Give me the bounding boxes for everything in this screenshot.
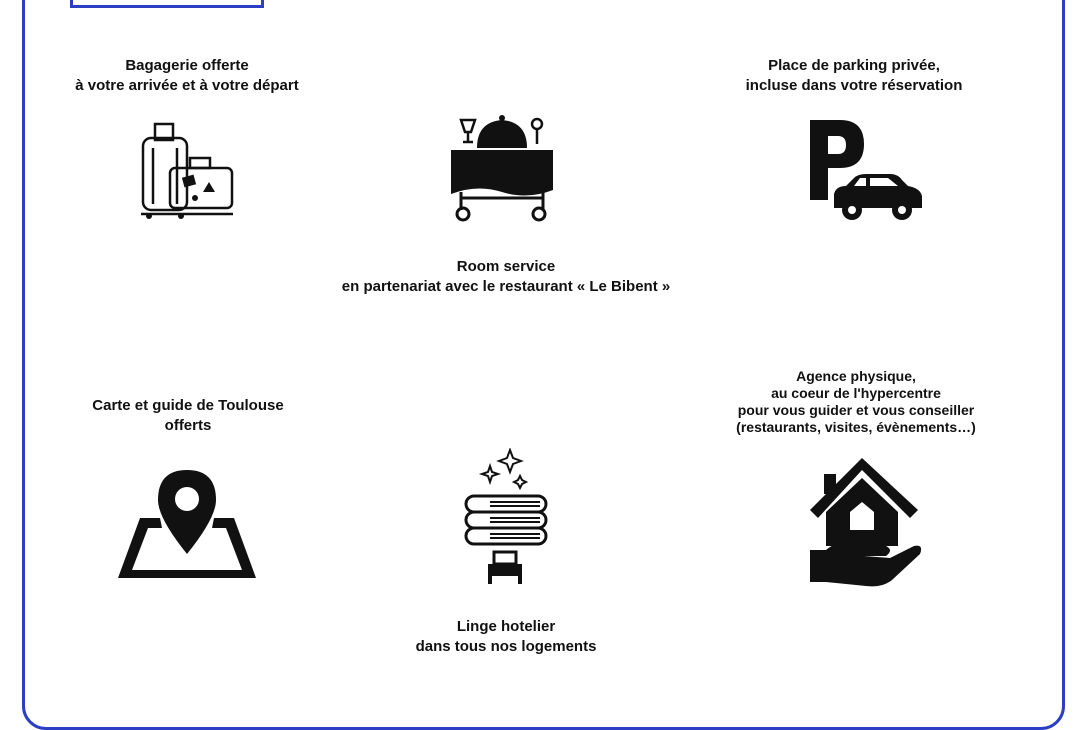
room-service-caption	[290, 257, 722, 297]
room-service-title: Room service	[456, 258, 556, 275]
header-tab	[70, 0, 264, 8]
room-service-subtitle: en partenariat avec le restaurant « Le Bibent »	[341, 278, 671, 295]
folded-linen-icon	[460, 448, 556, 595]
house-in-hand-icon	[806, 454, 924, 599]
agency-title: Agence physique,	[796, 368, 916, 384]
luggage-icon	[135, 120, 240, 225]
linen-subtitle: dans tous nos logements	[415, 638, 597, 655]
luggage-subtitle: à votre arrivée et à votre départ	[75, 77, 299, 94]
linen-title: Linge hotelier	[456, 618, 556, 635]
parking-subtitle: incluse dans votre réservation	[745, 77, 963, 94]
parking-title: Place de parking privée,	[768, 57, 940, 74]
map-pin-icon	[116, 466, 258, 585]
map-caption	[58, 396, 318, 436]
room-service-cart-icon	[447, 112, 557, 229]
luggage-title: Bagagerie offerte	[125, 57, 249, 74]
map-subtitle: offerts	[164, 417, 212, 434]
luggage-caption	[40, 56, 334, 96]
parking-caption	[710, 56, 998, 96]
agency-line-2: au coeur de l'hypercentre	[771, 385, 941, 401]
agency-line-4: (restaurants, visites, évènements…)	[736, 419, 976, 435]
agency-caption	[706, 368, 1006, 436]
agency-line-3: pour vous guider et vous conseiller	[737, 402, 975, 418]
map-title: Carte et guide de Toulouse	[92, 397, 284, 414]
linen-caption	[370, 617, 642, 657]
parking-icon	[806, 116, 926, 227]
